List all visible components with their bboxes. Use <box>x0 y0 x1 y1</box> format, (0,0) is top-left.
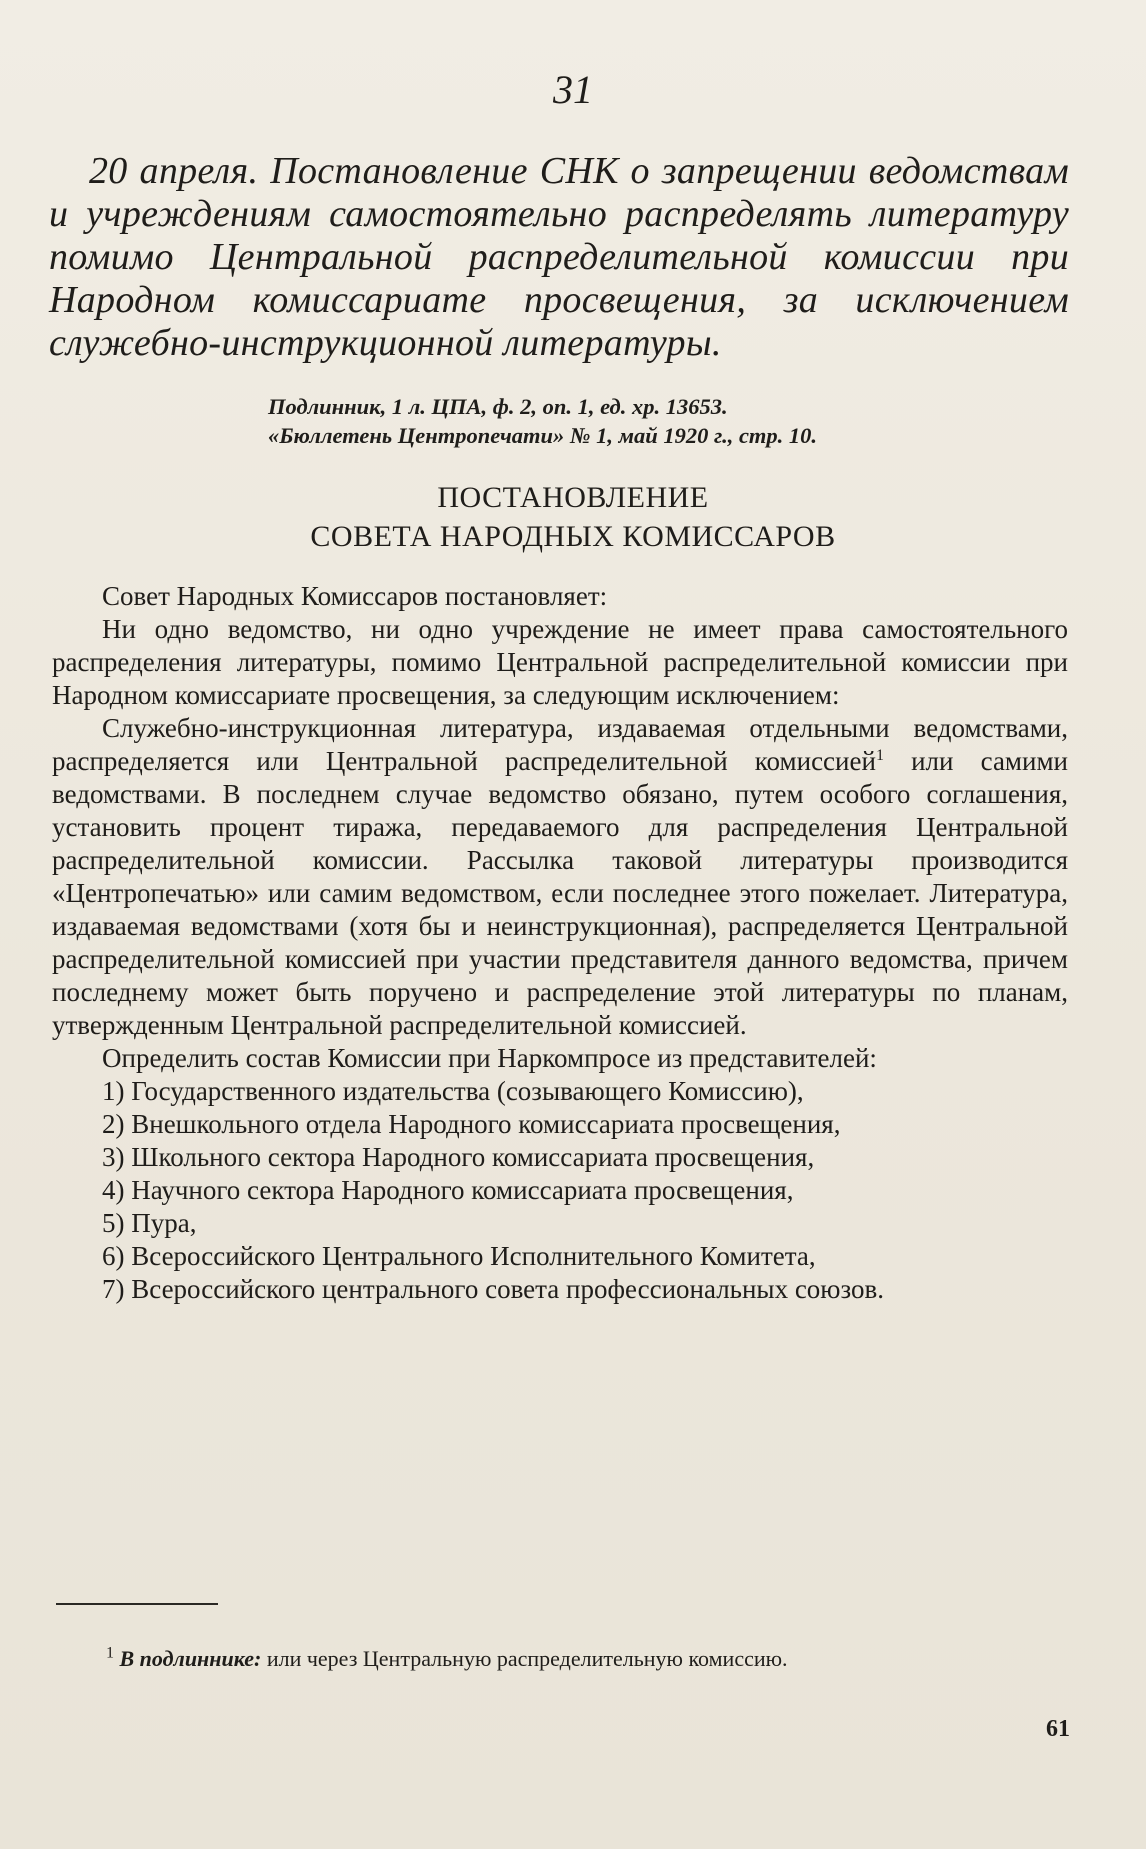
paragraph-prohibition: Ни одно ведомство, ни одно учреждение не имеет права самостоятельного распределения литературы, помимо Центральной распределительной комиссии при Народном комиссариате просвещения, за следующим исключением: <box>52 614 1068 710</box>
footnote-label: В подлиннике: <box>119 1646 262 1671</box>
footnote-divider <box>56 1603 218 1605</box>
document-title: 20 апреля. Постановление СНК о запрещении ведомствам и учреждениям самостоятельно распределять литературу помимо Центральной распределительной комиссии при Народном комиссариате просвещения, за исключением служебно-инструкционной литературы. <box>49 150 1069 364</box>
footnote-reference: 1 <box>875 747 884 764</box>
paragraph-preamble: Совет Народных Комиссаров постановляет: <box>102 581 608 611</box>
source-line-bulletin: «Бюллетень Центропечати» № 1, май 1920 г., стр. 10. <box>268 423 818 448</box>
source-reference <box>268 392 1028 450</box>
list-item: 5) Пура, <box>102 1208 197 1238</box>
exception-text-part-1: Служебно-инструкционная литература, издаваемая отдельными ведомствами, распределяется или Центральной распределительной комиссией <box>52 713 1068 776</box>
list-item: 3) Школьного сектора Народного комиссариата просвещения, <box>102 1142 815 1172</box>
decree-body <box>52 580 1068 1306</box>
footnote-mark: 1 <box>106 1644 114 1662</box>
list-item: 4) Научного сектора Народного комиссариата просвещения, <box>102 1175 794 1205</box>
list-item: 7) Всероссийского центрального совета профессиональных союзов. <box>102 1274 884 1304</box>
decree-heading-line-1: ПОСТАНОВЛЕНИЕ <box>437 481 709 514</box>
footnote-text: или через Центральную распределительную комиссию. <box>261 1646 788 1671</box>
paragraph-exception <box>52 712 1068 1042</box>
list-item: 6) Всероссийского Центрального Исполнительного Комитета, <box>102 1241 816 1271</box>
list-item: 2) Внешкольного отдела Народного комиссариата просвещения, <box>102 1109 841 1139</box>
document-number: 31 <box>553 67 593 112</box>
source-line-archive: Подлинник, 1 л. ЦПА, ф. 2, оп. 1, ед. хр. 13653. <box>268 394 728 419</box>
decree-heading-line-2: СОВЕТА НАРОДНЫХ КОМИССАРОВ <box>310 520 836 553</box>
page-number: 61 <box>1046 1716 1070 1742</box>
list-item: 1) Государственного издательства (созывающего Комиссию), <box>102 1076 804 1106</box>
exception-text-part-2: или самими ведомствами. В последнем случае ведомство обязано, путем особого соглашения, установить процент тиража, передаваемого для распределения Центральной распределительной комиссии. Рассылка таковой литературы производится «Центропечатью» или самим ведомством, если последнее этого пожелает. Литература, издаваемая ведомствами (хотя бы и неинструкционная), распределяется Центральной распределительной комиссией при участии представителя данного ведомства, причем последнему может быть поручено и распределение этой литературы по планам, утвержденным Центральной распределительной комиссией. <box>52 746 1068 1040</box>
footnote <box>106 1645 1076 1673</box>
decree-heading <box>0 478 1146 556</box>
paragraph-commission-composition: Определить состав Комиссии при Наркомпросе из представителей: <box>102 1043 877 1073</box>
